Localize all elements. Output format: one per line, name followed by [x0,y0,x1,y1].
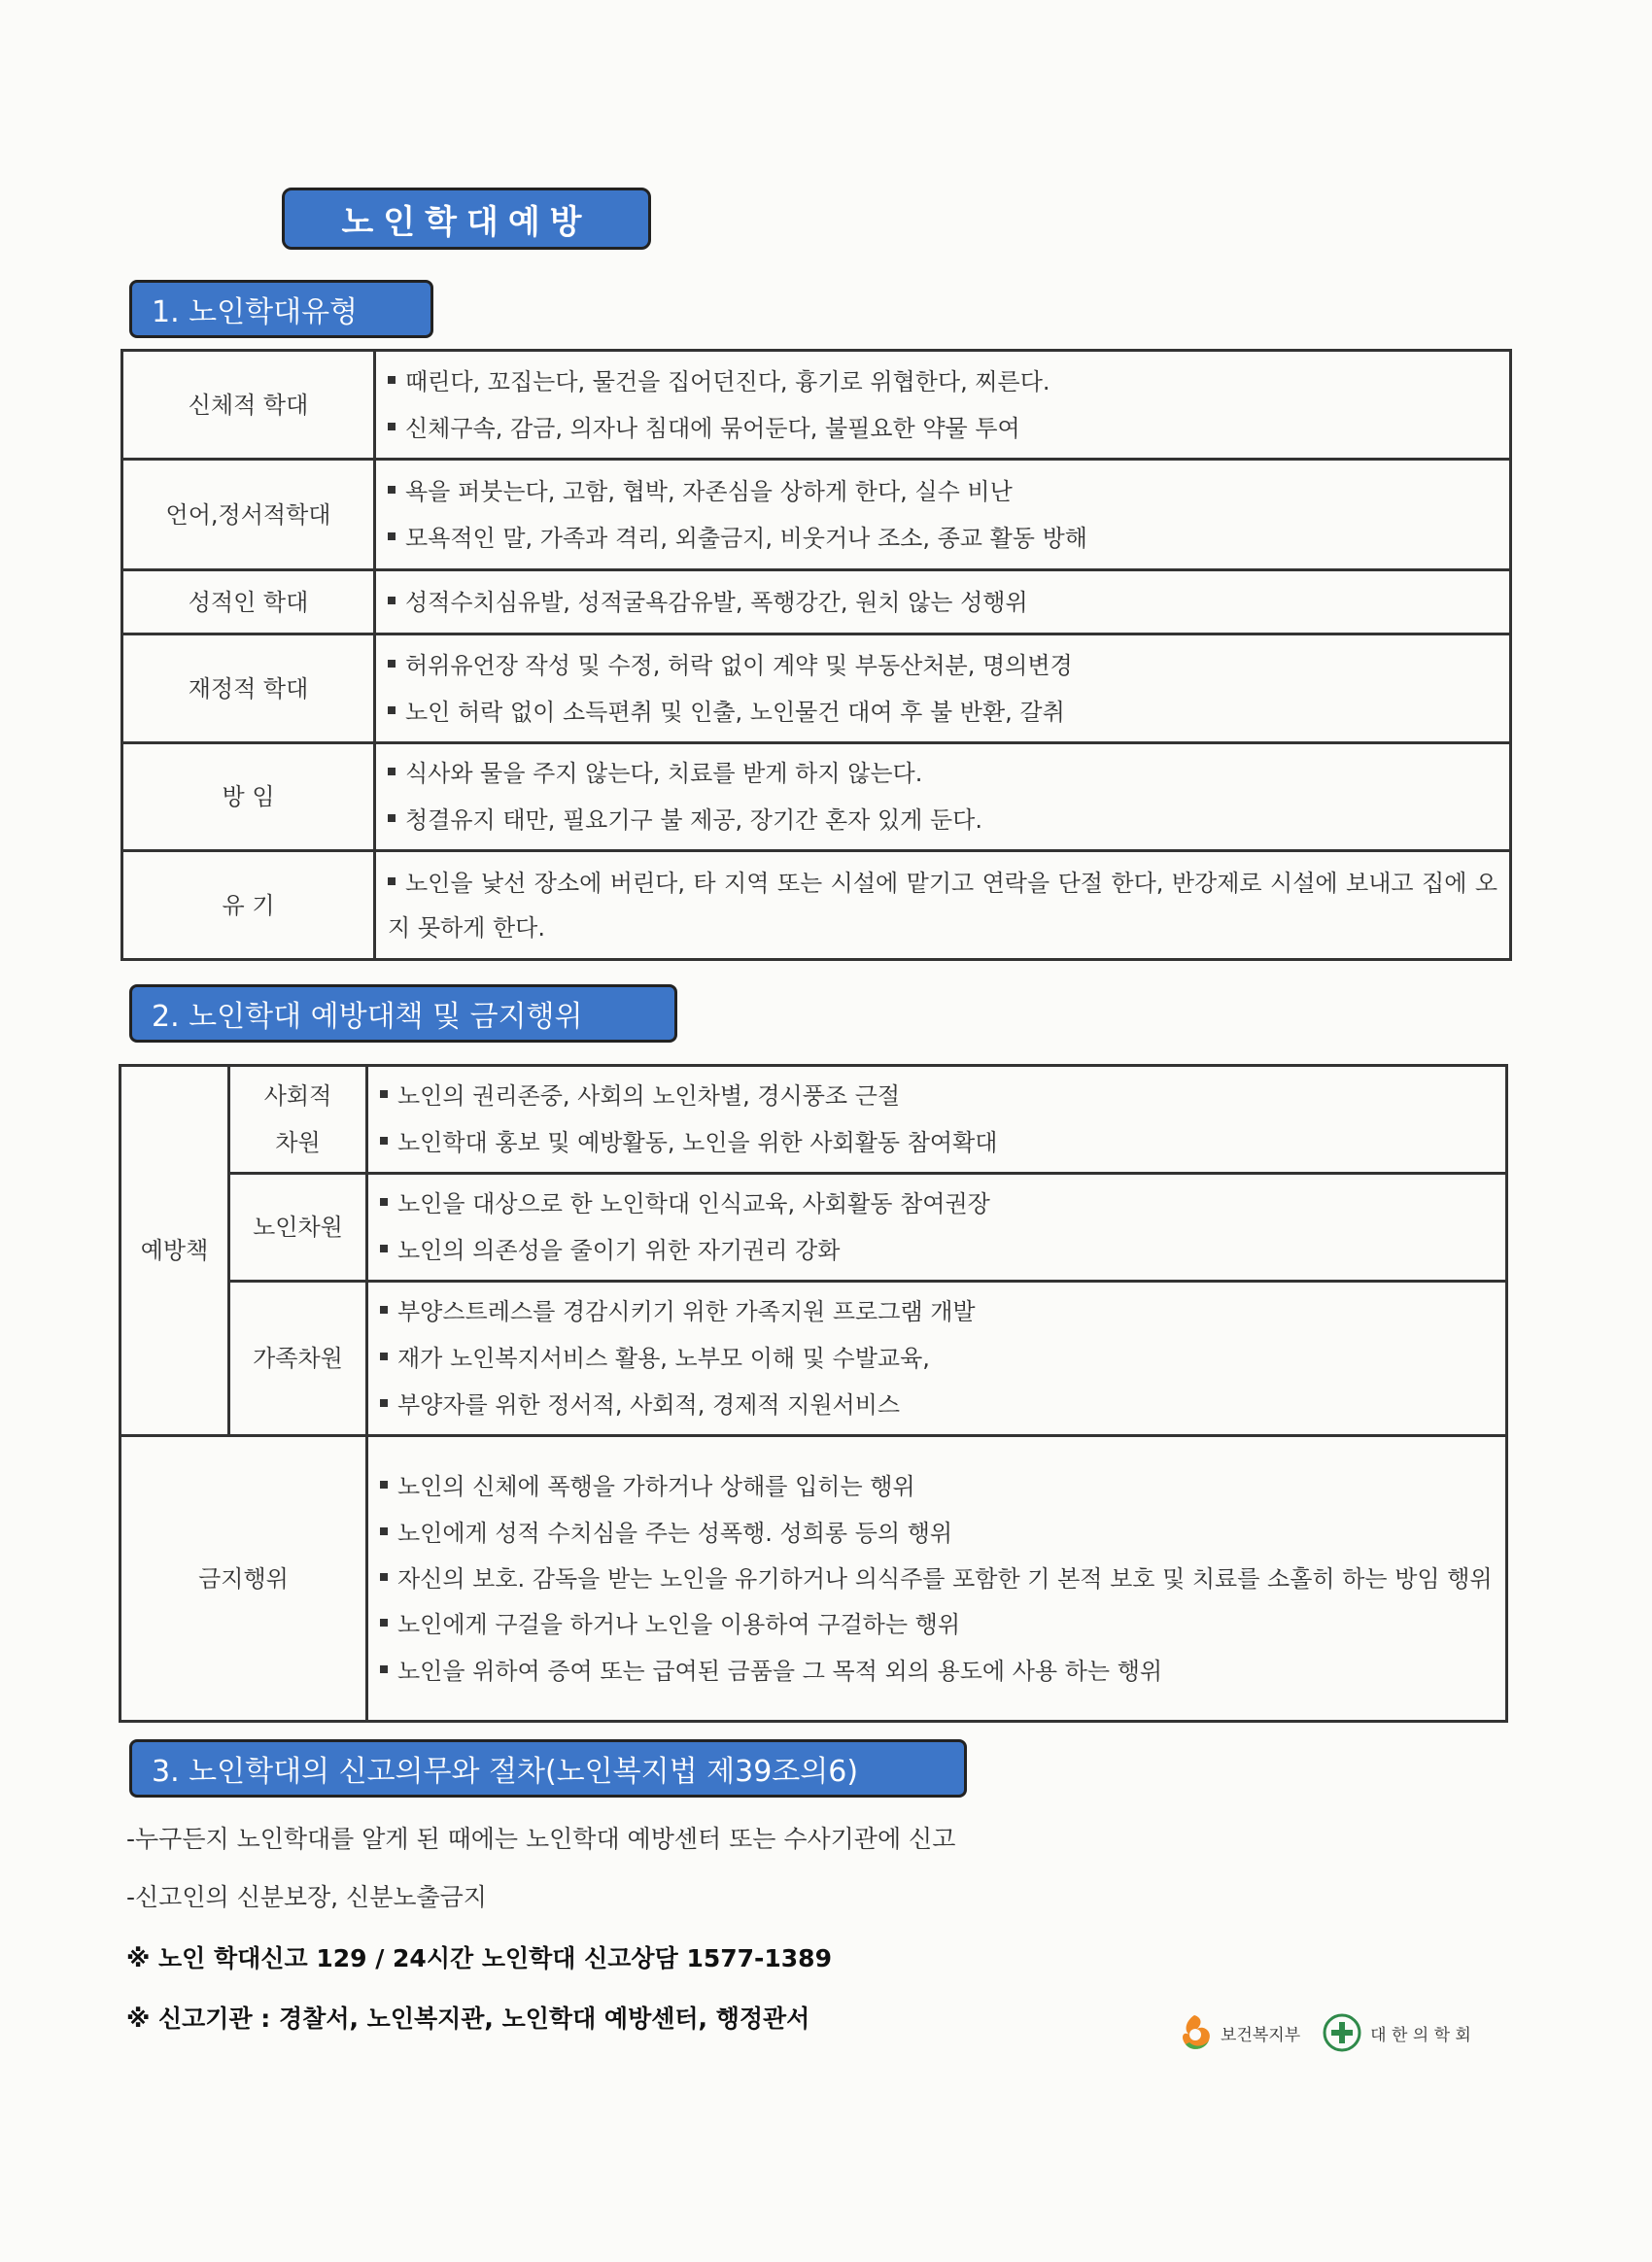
report-note: ※ 신고기관 : 경찰서, 노인복지관, 노인학대 예방센터, 행정관서 [126,2005,810,2033]
prevention-sub: 가족차원 [229,1282,367,1436]
association-emblem-icon [1322,2012,1362,2053]
abuse-type-label: 방 임 [122,743,375,851]
abuse-type-row [122,460,1511,570]
prevention-label: 예방책 [120,1066,229,1436]
abuse-type-row [122,570,1511,634]
ministry-logo [1176,2011,1300,2054]
bullet-icon [388,877,396,885]
list-item: 때린다, 꼬집는다, 물건을 집어던진다, 흉기로 위협한다, 찌른다. [388,359,1497,405]
prevention-row-social [120,1066,1507,1174]
prevention-items [367,1066,1507,1174]
list-item: 부양자를 위한 정서적, 사회적, 경제적 지원서비스 [380,1382,1494,1428]
abuse-type-items [375,743,1511,851]
bullet-icon [388,660,396,668]
abuse-type-label: 재정적 학대 [122,634,375,743]
report-note: ※ 노인 학대신고 129 / 24시간 노인학대 신고상담 1577-1389 [126,1944,832,1972]
list-item: 식사와 물을 주지 않는다, 치료를 받게 하지 않는다. [388,750,1497,797]
abuse-type-items [375,634,1511,743]
abuse-type-items [375,570,1511,634]
report-line: -신고인의 신분보장, 신분노출금지 [126,1883,487,1911]
list-item: 노인 허락 없이 소득편취 및 인출, 노인물건 대여 후 불 반환, 갈취 [388,689,1497,736]
list-item: 노인의 의존성을 줄이기 위한 자기권리 강화 [380,1227,1494,1274]
list-item: 성적수치심유발, 성적굴욕감유발, 폭행강간, 원치 않는 성행위 [388,579,1497,626]
section2-heading: 2. 노인학대 예방대책 및 금지행위 [129,984,677,1043]
list-item: 노인의 신체에 폭행을 가하거나 상해를 입히는 행위 [380,1463,1494,1510]
list-item: 재가 노인복지서비스 활용, 노부모 이해 및 수발교육, [380,1335,1494,1382]
bullet-icon [380,1198,388,1206]
prevention-sub-line: 차원 [275,1129,321,1156]
bullet-icon [388,597,396,604]
bullet-icon [380,1353,388,1360]
list-item: 부양스트레스를 경감시키기 위한 가족지원 프로그램 개발 [380,1288,1494,1335]
prevention-table [119,1064,1508,1723]
prevention-items [367,1174,1507,1282]
prohibited-items [367,1436,1507,1722]
prohibited-label: 금지행위 [120,1436,367,1722]
bullet-icon [380,1619,388,1627]
bullet-icon [388,814,396,822]
abuse-types-table [120,349,1512,961]
abuse-type-label: 성적인 학대 [122,570,375,634]
bullet-icon [380,1137,388,1145]
bullet-icon [388,768,396,775]
list-item: 신체구속, 감금, 의자나 침대에 묶어둔다, 불필요한 약물 투여 [388,405,1497,452]
list-item: 노인의 권리존중, 사회의 노인차별, 경시풍조 근절 [380,1073,1494,1119]
bullet-icon [388,376,396,384]
list-item: 노인을 대상으로 한 노인학대 인식교육, 사회활동 참여권장 [380,1181,1494,1227]
abuse-type-row [122,851,1511,960]
prevention-row-family [120,1282,1507,1436]
ministry-name: 보건복지부 [1221,2025,1301,2045]
prohibited-row [120,1436,1507,1722]
bullet-icon [380,1665,388,1673]
abuse-type-row [122,743,1511,851]
bullet-icon [380,1399,388,1407]
prevention-sub: 노인차원 [229,1174,367,1282]
abuse-type-items [375,460,1511,570]
list-item: 자신의 보호. 감독을 받는 노인을 유기하거나 의식주를 포함한 기 본적 보호 및 치료를 소홀히 하는 방임 행위 [380,1557,1494,1601]
report-line: -누구든지 노인학대를 알게 된 때에는 노인학대 예방센터 또는 수사기관에 신고 [126,1825,956,1853]
section3-heading: 3. 노인학대의 신고의무와 절차(노인복지법 제39조의6) [129,1739,967,1798]
list-item: 욕을 퍼붓는다, 고함, 협박, 자존심을 상하게 한다, 실수 비난 [388,468,1497,515]
bullet-icon [380,1090,388,1098]
abuse-type-label: 신체적 학대 [122,351,375,460]
list-item: 노인학대 홍보 및 예방활동, 노인을 위한 사회활동 참여확대 [380,1119,1494,1166]
abuse-type-label: 언어,정서적학대 [122,460,375,570]
section1-heading: 1. 노인학대유형 [129,280,433,338]
bullet-icon [380,1527,388,1535]
abuse-type-items [375,351,1511,460]
footer-logos [1176,2004,1497,2062]
abuse-type-row [122,351,1511,460]
prevention-row-elder [120,1174,1507,1282]
abuse-type-label: 유 기 [122,851,375,960]
bullet-icon [380,1245,388,1252]
abuse-type-items [375,851,1511,960]
bullet-icon [388,532,396,540]
association-logo [1322,2012,1471,2053]
list-item: 노인을 낯선 장소에 버린다, 타 지역 또는 시설에 맡기고 연락을 단절 한다, 반강제로 시설에 보내고 집에 오지 못하게 한다. [388,869,1497,942]
bullet-icon [380,1481,388,1489]
prevention-sub [229,1066,367,1174]
association-name: 대 한 의 학 회 [1370,2025,1471,2045]
abuse-type-row [122,634,1511,743]
bullet-icon [380,1306,388,1314]
prevention-sub-line: 사회적 [263,1082,332,1110]
list-item: 노인에게 성적 수치심을 주는 성폭행. 성희롱 등의 행위 [380,1510,1494,1557]
list-item: 노인에게 구걸을 하거나 노인을 이용하여 구걸하는 행위 [380,1601,1494,1648]
ministry-emblem-icon [1176,2011,1213,2054]
bullet-icon [388,423,396,430]
bullet-icon [388,486,396,494]
list-item: 청결유지 태만, 필요기구 불 제공, 장기간 혼자 있게 둔다. [388,797,1497,843]
list-item: 모욕적인 말, 가족과 격리, 외출금지, 비웃거나 조소, 종교 활동 방해 [388,515,1497,562]
bullet-icon [380,1573,388,1581]
list-item: 노인을 위하여 증여 또는 급여된 금품을 그 목적 외의 용도에 사용 하는 행위 [380,1648,1494,1695]
prevention-items [367,1282,1507,1436]
list-item: 허위유언장 작성 및 수정, 허락 없이 계약 및 부동산처분, 명의변경 [388,642,1497,689]
bullet-icon [388,706,396,714]
page-title: 노인학대예방 [282,188,651,250]
